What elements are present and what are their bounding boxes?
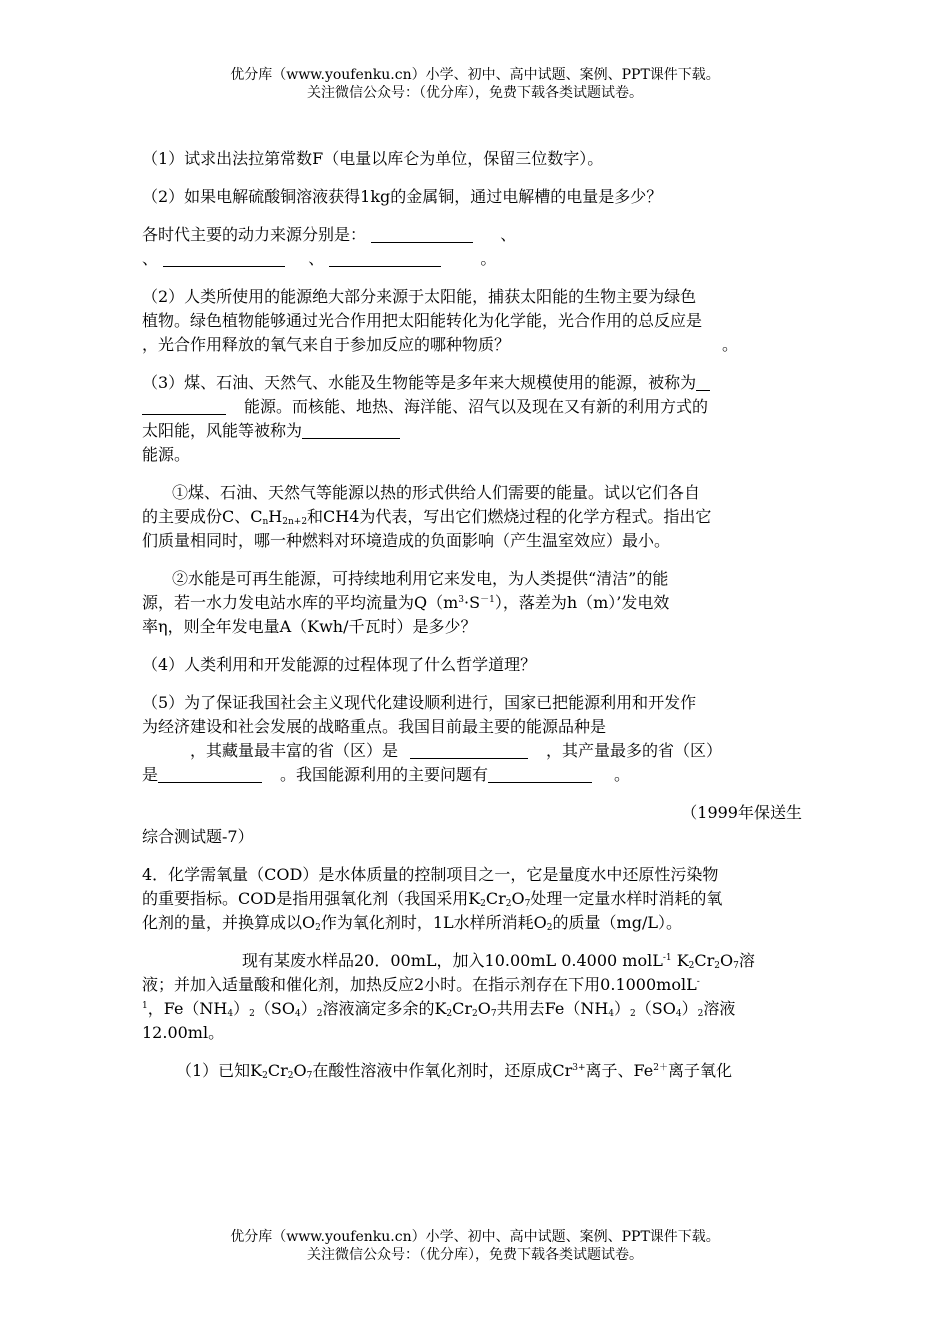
blank-most-productive-province xyxy=(158,766,262,783)
subquestion-1: ①煤、石油、天然气等能源以热的形式供给人们需要的能量。试以它们各自 的主要成份C、$C_nH_{2n+2}$和CH4为代表，写出它们燃烧过程的化学方程式。指出它 们质量相同时，哪一种燃料对环境造成的负面影响（产生温室效应）最小。 xyxy=(142,483,712,550)
problem-4: 4．化学需氧量（COD）是水体质量的控制项目之一，它是量度水中还原性污染物 的重要指标。COD是指用强氧化剂（我国采用$K_2Cr_2O_7$处理一定量水样时消耗的氧 化剂的量，并换算成以$O_2$作为氧化剂时，1L水样所消耗$O_2$的质量（mg/L）。 xyxy=(142,865,723,933)
question-2: （2）如果电解硫酸铜溶液获得1kg的金属铜，通过电解槽的电量是多少？ xyxy=(142,187,663,206)
blank-1 xyxy=(371,226,473,243)
header-line-2: 关注微信公众号：（优分库），免费下载各类试题试卷。 xyxy=(307,85,643,101)
footer-line-1: 优分库（www.youfenku.cn）小学、初中、高中试题、案例、PPT课件下载。 xyxy=(230,1229,720,1245)
source-note: （1999年保送生 综合测试题-7） xyxy=(142,803,802,846)
era-power-sources: 各时代主要的动力来源分别是： 、 、 、 。 xyxy=(142,225,517,268)
document-body xyxy=(142,147,812,1083)
question-4: （4）人类利用和开发能源的过程体现了什么哲学道理？ xyxy=(142,655,537,674)
footer-line-2: 关注微信公众号：（优分库），免费下载各类试题试卷。 xyxy=(307,1247,643,1263)
blank-new-energy xyxy=(302,422,400,439)
blank-main-problem xyxy=(488,766,592,783)
page-footer xyxy=(0,1228,950,1264)
page-header xyxy=(0,66,950,102)
subquestion-2: ②水能是可再生能源，可持续地利用它来发电，为人类提供“清洁”的能 源，若一水力发电站水库的平均流量为$Q(m^3\cdot S^{-1})$，落差为h（m）’发电效 率η，则全年发电量A（Kwh/千瓦时）是多少？ xyxy=(142,569,670,636)
question-5: （5）为了保证我国社会主义现代化建设顺利进行，国家已把能源利用和开发作 为经济建设和社会发展的战略重点。我国目前最主要的能源品种是 ，其藏量最丰富的省（区）是 ，其产量最多的省（区） 是 。我国能源利用的主要问题有 。 xyxy=(142,693,723,784)
blank-conventional xyxy=(142,398,226,415)
blank-3 xyxy=(329,250,441,267)
paragraph-energy-types: （3）煤、石油、天然气、水能及生物能等是多年来大规模使用的能源，被称为 能源。而核能、地热、海洋能、沼气以及现在又有新的利用方式的 太阳能，风能等被称为 能源。 xyxy=(142,371,812,467)
blank-richest-province xyxy=(410,742,528,759)
problem-4-part-1: （1）已知$K_2Cr_2O_7$在酸性溶液中作氧化剂时，还原成$Cr^{3+}$离子、$Fe^{2+}$离子氧化 xyxy=(176,1061,732,1081)
header-line-1: 优分库（www.youfenku.cn）小学、初中、高中试题、案例、PPT课件下载。 xyxy=(230,67,720,83)
problem-4-sample: 现有某废水样品20．00mL，加入10.00mL 0.4000 molL$^{-1}$ $K_2Cr_2O_7$溶 液；并加入适量酸和催化剂，加热反应2小时。在指示剂存在下用0.1000molL- $^1$，$Fe(NH_4)_2(SO_4)_2$溶液滴定多余的$K_2Cr_2O_7$共用去$Fe(NH_4)_2(SO_4)_2$溶液 12.00ml。 xyxy=(142,951,755,1042)
blank-2 xyxy=(163,250,285,267)
question-1: （1）试求出法拉第常数F（电量以库仑为单位，保留三位数字）。 xyxy=(142,149,604,168)
paragraph-photosynthesis: （2）人类所使用的能源绝大部分来源于太阳能，捕获太阳能的生物主要为绿色 植物。绿色植物能够通过光合作用把太阳能转化为化学能，光合作用的总反应是 ，光合作用释放的氧气来自于参加反应的哪种物质？ 。 xyxy=(142,287,739,354)
